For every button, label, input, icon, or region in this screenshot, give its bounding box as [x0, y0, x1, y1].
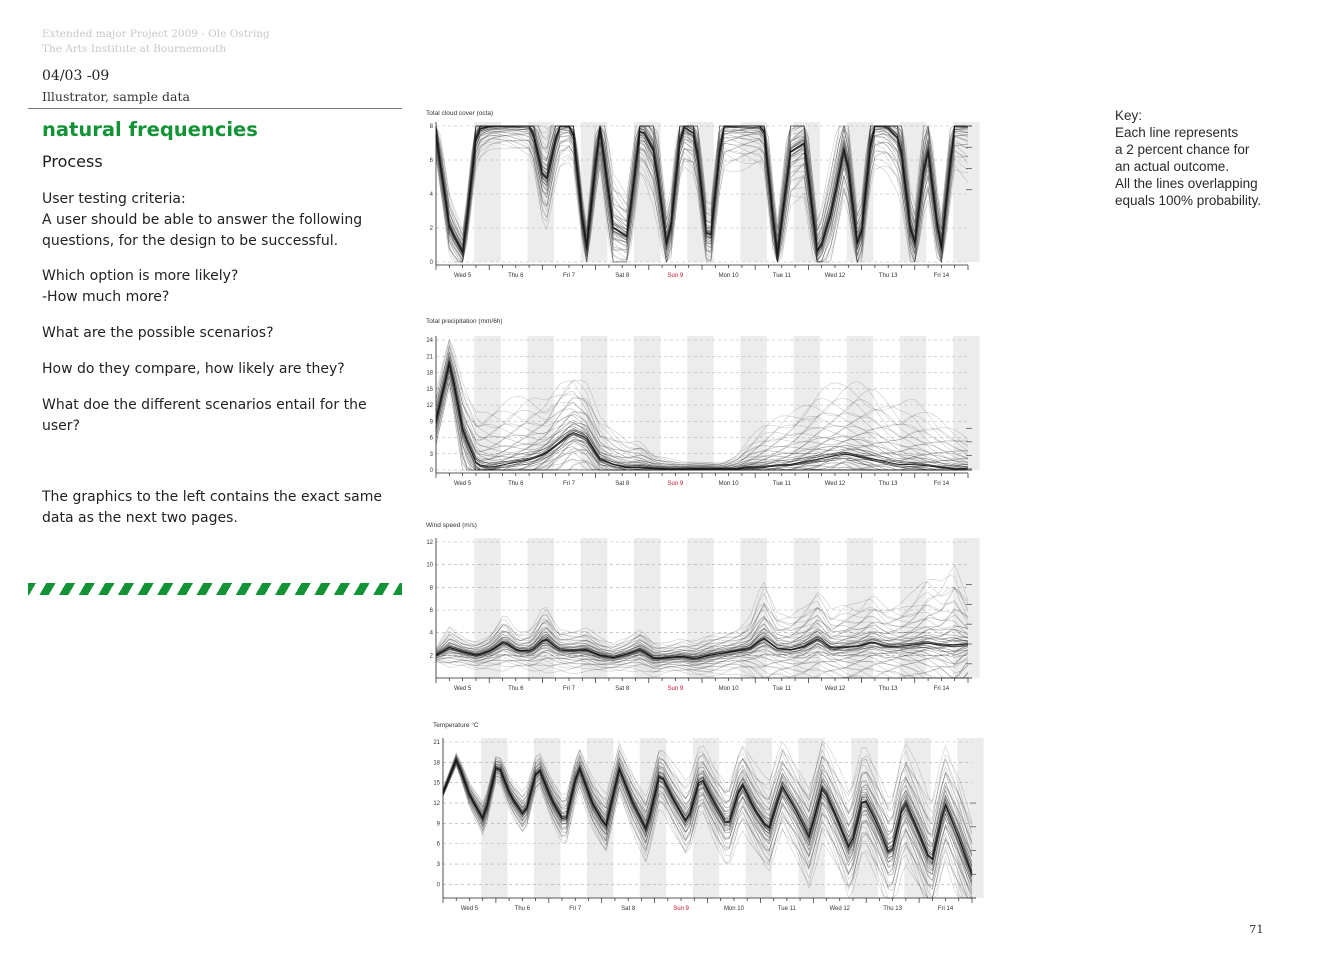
y-tick-label: 4: [429, 192, 433, 198]
chart-title: Total precipitation (mm/6h): [426, 318, 503, 325]
likelihood-question: Which option is more likely? -How much more?: [42, 268, 239, 305]
x-tick-label: Tue 11: [772, 481, 791, 487]
chart-title: Total cloud cover (octa): [426, 110, 494, 117]
day-band: [528, 538, 555, 678]
y-tick-label: 9: [429, 419, 433, 426]
x-tick-label: Wed 5: [460, 906, 479, 912]
y-tick-label: 6: [429, 158, 433, 164]
x-tick-label: Fri 7: [563, 686, 575, 692]
x-tick-label: Sat 8: [621, 906, 636, 912]
x-tick-label: Thu 6: [508, 481, 524, 487]
testing-criteria-text: User testing criteria: A user should be able to answer the following questions, for the design to be successful.: [42, 191, 363, 249]
y-tick-label: 6: [429, 435, 433, 442]
y-tick-label: 15: [426, 386, 433, 393]
x-tick-label: Sat 8: [615, 686, 630, 692]
y-tick-label: 24: [426, 338, 433, 344]
y-tick-label: 4: [429, 630, 433, 637]
x-tick-label: Mon 10: [718, 481, 739, 487]
y-tick-label: 12: [426, 403, 433, 409]
x-tick-label: Wed 5: [453, 481, 472, 487]
chart-4: [433, 721, 984, 912]
y-tick-label: 0: [429, 468, 433, 474]
compare-question: How do they compare, how likely are they?: [42, 361, 345, 377]
page-subtitle: Illustrator, sample data: [42, 89, 190, 104]
x-tick-label: Wed 12: [829, 906, 851, 912]
x-tick-label: Sun 9: [673, 906, 689, 912]
x-tick-label: Tue 11: [772, 686, 791, 692]
y-tick-label: 10: [426, 562, 433, 569]
y-tick-label: 2: [429, 653, 433, 660]
x-tick-label: Thu 13: [878, 686, 898, 692]
scenarios-question: What are the possible scenarios?: [42, 325, 274, 341]
y-tick-label: 3: [429, 451, 433, 458]
day-band: [953, 122, 980, 262]
page-date: 04/03 -09: [42, 68, 110, 84]
y-tick-label: 8: [429, 124, 433, 130]
x-tick-label: Wed 5: [453, 686, 472, 692]
project-title: Extended major Project 2009 - Ole Ostring: [42, 28, 270, 40]
y-tick-label: 8: [429, 585, 433, 592]
x-tick-label: Fri 14: [933, 686, 950, 692]
y-tick-label: 9: [436, 821, 440, 828]
x-tick-label: Thu 13: [878, 481, 898, 487]
chart-title: Wind speed (m/s): [426, 522, 477, 529]
x-tick-label: Fri 14: [933, 273, 950, 279]
x-tick-label: Thu 6: [514, 906, 531, 912]
y-tick-label: 3: [436, 862, 440, 869]
y-tick-label: 21: [426, 354, 433, 361]
x-tick-label: Fri 7: [563, 273, 575, 279]
x-tick-label: Thu 13: [878, 273, 898, 279]
x-tick-label: Wed 12: [824, 273, 846, 279]
chart-title: Temperature °C: [433, 722, 479, 729]
page-number: 71: [1249, 922, 1264, 936]
y-tick-label: 6: [436, 841, 440, 848]
page-title: natural frequencies: [42, 118, 258, 141]
x-tick-label: Sun 9: [667, 686, 684, 692]
y-tick-label: 0: [429, 260, 433, 266]
x-tick-label: Thu 13: [883, 906, 902, 912]
x-tick-label: Mon 10: [718, 273, 739, 279]
x-tick-label: Fri 14: [937, 906, 954, 912]
x-tick-label: Mon 10: [718, 686, 739, 692]
y-tick-label: 0: [436, 882, 440, 889]
y-tick-label: 12: [433, 801, 440, 808]
y-tick-label: 21: [433, 740, 440, 746]
x-tick-label: Sat 8: [615, 273, 630, 279]
entail-question: What doe the different scenarios entail for the user?: [42, 397, 367, 434]
graphics-note: The graphics to the left contains the exact same data as the next two pages.: [42, 489, 382, 526]
y-tick-label: 15: [433, 780, 440, 787]
y-tick-label: 18: [433, 760, 440, 767]
x-tick-label: Sat 8: [615, 481, 630, 487]
x-tick-label: Thu 6: [508, 273, 524, 279]
y-tick-label: 12: [426, 540, 433, 546]
x-tick-label: Fri 7: [563, 481, 575, 487]
x-tick-label: Wed 12: [824, 686, 846, 692]
x-tick-label: Thu 6: [508, 686, 524, 692]
chart-1: [426, 110, 980, 279]
chart-3: [426, 522, 980, 692]
y-tick-label: 2: [429, 226, 433, 232]
chart-2: [426, 318, 980, 487]
x-tick-label: Wed 5: [453, 273, 472, 279]
x-tick-label: Fri 14: [933, 481, 950, 487]
x-tick-label: Sun 9: [667, 481, 684, 487]
x-tick-label: Mon 10: [723, 906, 744, 912]
section-heading: Process: [42, 152, 103, 171]
x-tick-label: Fri 7: [569, 906, 582, 912]
y-tick-label: 6: [429, 608, 433, 614]
key-legend: Key: Each line represents a 2 percent chance for an actual outcome. All the lines overlapping equals 100% probability.: [1115, 108, 1262, 208]
x-tick-label: Tue 11: [772, 273, 791, 279]
y-tick-label: 18: [426, 370, 433, 377]
institution-name: The Arts Institute at Bournemouth: [42, 43, 227, 55]
x-tick-label: Sun 9: [667, 273, 684, 279]
x-tick-label: Wed 12: [824, 481, 846, 487]
x-tick-label: Tue 11: [777, 906, 796, 912]
